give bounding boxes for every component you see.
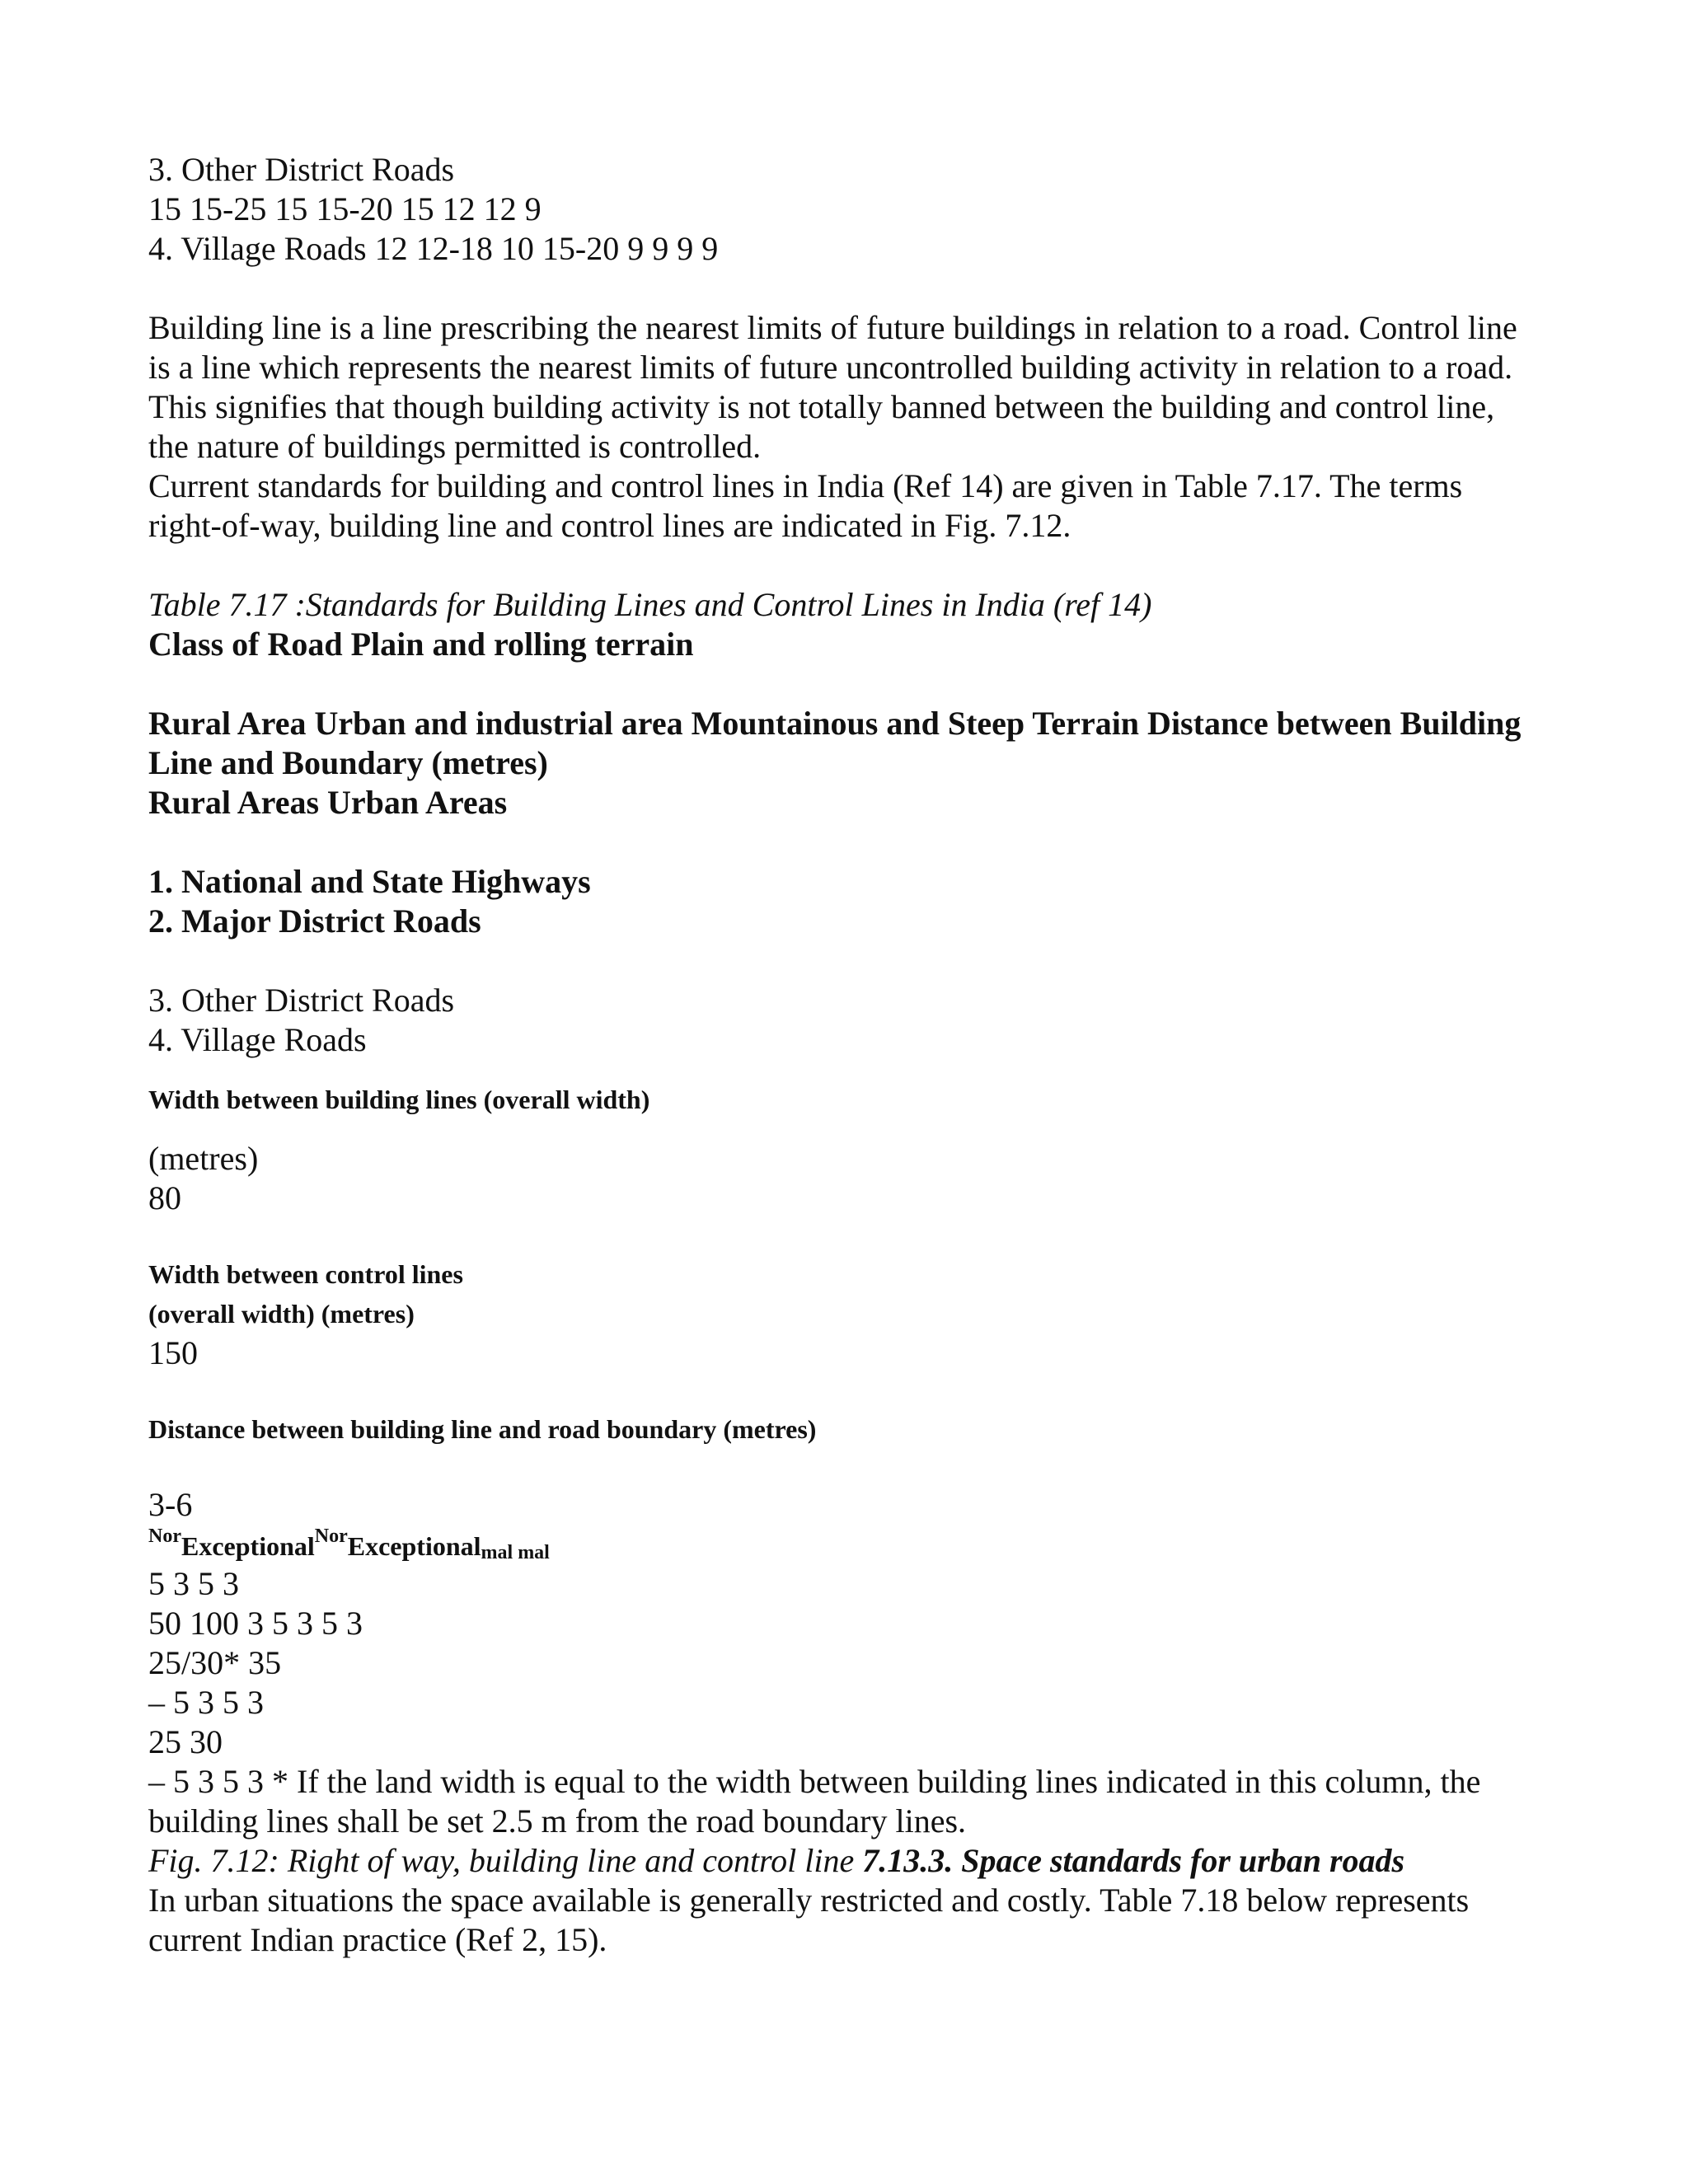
- column-heading: Distance between building line and road boundary (metres): [148, 1414, 817, 1444]
- table-header-line: Class of Road Plain and rolling terrain: [148, 626, 694, 663]
- exceptional-label: Exceptional: [181, 1531, 315, 1561]
- table-header-line: Line and Boundary (metres): [148, 744, 548, 781]
- road-class-line: 3. Other District Roads: [148, 982, 455, 1019]
- footnote-line: – 5 3 5 3 * If the land width is equal to the width between building lines indicated in this column, the: [148, 1763, 1481, 1800]
- paragraph-line: Building line is a line prescribing the nearest limits of future buildings in relation to a road. Control line: [148, 309, 1517, 346]
- text-line: 4. Village Roads 12 12-18 10 15-20 9 9 9 9: [148, 230, 719, 267]
- text-line: 3-6: [148, 1486, 193, 1523]
- normal-exceptional-heading: [148, 1526, 550, 1563]
- paragraph-line: right-of-way, building line and control lines are indicated in Fig. 7.12.: [148, 507, 1071, 544]
- column-heading: Width between building lines (overall width): [148, 1085, 650, 1114]
- paragraph-line: current Indian practice (Ref 2, 15).: [148, 1921, 607, 1958]
- footnote-line: building lines shall be set 2.5 m from the road boundary lines.: [148, 1802, 967, 1840]
- road-class-line: 2. Major District Roads: [148, 902, 481, 940]
- text-line: 25/30* 35: [148, 1644, 282, 1681]
- exceptional-label: Exceptional: [347, 1531, 481, 1561]
- text-line: (metres): [148, 1140, 259, 1177]
- column-heading: Width between control lines: [148, 1259, 463, 1289]
- text-line: 150: [148, 1334, 198, 1371]
- figure-caption-line: [148, 1844, 1404, 1877]
- section-heading: 7.13.3. Space standards for urban roads: [862, 1842, 1405, 1879]
- text-line: 5 3 5 3: [148, 1565, 239, 1602]
- superscript-nor: Nor: [148, 1526, 181, 1547]
- text-line: 25 30: [148, 1723, 223, 1760]
- paragraph-line: is a line which represents the nearest limits of future uncontrolled building activity in relation to a road.: [148, 349, 1513, 386]
- table-caption: Table 7.17 :Standards for Building Lines and Control Lines in India (ref 14): [148, 586, 1152, 623]
- road-class-line: 1. National and State Highways: [148, 863, 591, 900]
- subscript-mal: mal mal: [481, 1542, 550, 1563]
- column-heading: (overall width) (metres): [148, 1299, 415, 1329]
- text-line: 50 100 3 5 3 5 3: [148, 1605, 363, 1642]
- figure-caption: Fig. 7.12: Right of way, building line and control line: [148, 1842, 863, 1879]
- paragraph-line: the nature of buildings permitted is controlled.: [148, 428, 762, 465]
- text-line: 15 15-25 15 15-20 15 12 12 9: [148, 190, 542, 227]
- superscript-nor: Nor: [314, 1526, 348, 1547]
- table-header-line: Rural Areas Urban Areas: [148, 784, 508, 821]
- table-header-line: Rural Area Urban and industrial area Mountainous and Steep Terrain Distance between Building: [148, 705, 1522, 742]
- text-line: 80: [148, 1179, 181, 1216]
- text-line: – 5 3 5 3: [148, 1684, 264, 1721]
- road-class-line: 4. Village Roads: [148, 1021, 367, 1058]
- paragraph-line: Current standards for building and control lines in India (Ref 14) are given in Table 7.17. The terms: [148, 467, 1463, 504]
- text-line: 3. Other District Roads: [148, 151, 455, 188]
- paragraph-line: This signifies that though building activity is not totally banned between the building and control line,: [148, 388, 1495, 425]
- paragraph-line: In urban situations the space available is generally restricted and costly. Table 7.18 below represents: [148, 1882, 1470, 1919]
